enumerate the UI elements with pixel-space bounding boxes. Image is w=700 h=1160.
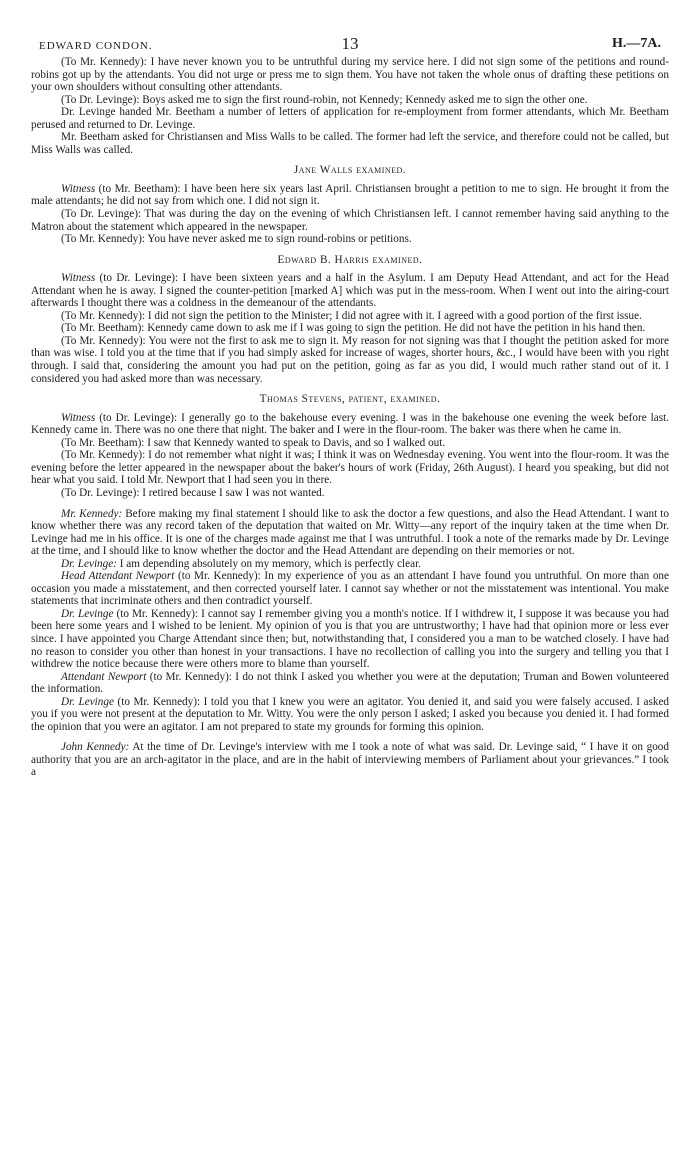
witness-heading: Jane Walls examined.: [293, 164, 407, 177]
paragraph-text: (To Dr. Levinge): Boys asked me to sign the first round-robin, not Kennedy; Kennedy asked me to sign the other one.: [61, 93, 588, 106]
document-code: H.—7A.: [612, 36, 661, 51]
paragraph: [31, 183, 669, 208]
speaker-label: John Kennedy:: [61, 741, 130, 754]
paragraph: [31, 94, 669, 107]
speaker-label: Witness: [61, 272, 96, 285]
paragraph-text: (to Mr. Kennedy): I cannot say I remember giving you a month's notice. If I withdrew it, I suppose it was because you had been here some years and I wished to be lenient. My opinion of you is that you are untrustworthy; I have had that opinion more or less ever since. I have appointed you Charge Attendant since then; but, notwithstanding that, I considered you a man to be watched closely. I have had no reason to consider you other than honest in your transactions. I have no recollection of calling you into the surgery and telling you that I withdrew the notice because there were others more to blame than yourself.: [31, 607, 669, 671]
speaker-label: Dr. Levinge:: [61, 557, 117, 570]
paragraph: [31, 412, 669, 437]
paragraph: [31, 449, 669, 487]
speaker-label: Witness: [61, 182, 96, 195]
section-gap: [31, 733, 669, 741]
paragraph-text: (To Mr. Kennedy): I do not remember what night it was; I think it was on Wednesday evening. You went into the flour-room. It was the evening before the letter appeared in the newspaper about the baker's hours of work (Friday, 26th August). I heard you speaking, but did not hear what you said. I told Mr. Newport that I had seen you in there.: [31, 449, 669, 487]
speaker-label: Mr. Kennedy:: [61, 507, 123, 520]
paragraph: [31, 131, 669, 156]
speaker-label: Witness: [61, 411, 96, 424]
speaker-label: Dr. Levinge: [61, 607, 114, 620]
paragraph-text: (to Dr. Levinge): I have been sixteen years and a half in the Asylum. I am Deputy Head Attendant, and act for the Head Attendant when he is away. I signed the counter-petition [marked A] which was put in the mess-room. When I went out into the airing-court afterwards I thought there was a coldness in the demeanour of the attendants.: [31, 272, 669, 310]
paragraph: [31, 335, 669, 385]
paragraph: [31, 233, 669, 246]
paragraph: [31, 741, 669, 779]
paragraph: [31, 208, 669, 233]
paragraph-text: (to Mr. Kennedy): I told you that I knew you were an agitator. You denied it, and said you were falsely accused. I asked you if you were not present at the deputation to Mr. Witty. You were the only person I asked; I asked you because you denied it. I had formed the opinion that you were an agitator. I am not prepared to state my grounds for forming this opinion.: [31, 695, 669, 733]
paragraph-text: (To Mr. Kennedy): You have never asked me to sign round-robins or petitions.: [61, 233, 412, 246]
paragraph: [31, 671, 669, 696]
paragraph: [31, 696, 669, 734]
speaker-label: Attendant Newport: [61, 670, 147, 683]
paragraph: [31, 437, 669, 450]
paragraph-text: (To Mr. Kennedy): I did not sign the petition to the Minister; I did not agree with it. I agreed with a good portion of the first issue.: [61, 309, 642, 322]
witness-heading: Thomas Stevens, patient, examined.: [259, 393, 441, 406]
paragraph-text: At the time of Dr. Levinge's interview with me I took a note of what was said. Dr. Levinge said, “ I have it on good authority that you are an arch-agitator in the place, and are in the habit of interviewing members of Parliament about your grievances.” I took a: [31, 741, 669, 779]
paragraph-text: Before making my final statement I should like to ask the doctor a few questions, and also the Head Attendant. I want to know whether there was any record taken of the deputation that waited on Mr. Witty—any report of the inquiry taken at the time when Dr. Levinge had me in his office. It is one of the charges made against me that I was untruthful. I took a note of the remarks made by Dr. Levinge at the time, and I should like to know whether the doctor and the Head Attendant are depending on their memories or not.: [31, 507, 669, 558]
paragraph-text: (To Dr. Levinge): That was during the day on the evening of which Christiansen left. I cannot remember having said anything to the Matron about the statement which appeared in the newspaper.: [31, 208, 669, 233]
page-header: [31, 34, 669, 56]
paragraph: [31, 310, 669, 323]
paragraph: [31, 106, 669, 131]
body-text: [31, 56, 669, 779]
running-head-left: EDWARD CONDON.: [39, 40, 153, 52]
witness-heading: Edward B. Harris examined.: [277, 253, 423, 266]
paragraph: [31, 322, 669, 335]
paragraph-text: Mr. Beetham asked for Christiansen and Miss Walls to be called. The former had left the service, and therefore could not be called, but Miss Walls was called.: [31, 131, 669, 156]
paragraph-text: (To Mr. Beetham): Kennedy came down to ask me if I was going to sign the petition. He did not have the petition in his hand then.: [61, 322, 646, 335]
paragraph-text: (to Dr. Levinge): I generally go to the bakehouse every evening. I was in the bakehouse one evening the week before last. Kennedy came in. There was no one there that night. The baker and I were in the flour-room. The baker was there when he came in.: [31, 411, 669, 437]
paragraph-text: (to Mr. Kennedy): I do not think I asked you whether you were at the deputation; Truman and Bowen volunteered the information.: [31, 670, 670, 696]
paragraph-text: Dr. Levinge handed Mr. Beetham a number of letters of application for re-employment from former attendants, which Mr. Beetham perused and returned to Dr. Levinge.: [31, 106, 669, 131]
paragraph: [31, 570, 669, 608]
paragraph: [31, 272, 669, 310]
paragraph-text: (To Mr. Beetham): I saw that Kennedy wanted to speak to Davis, and so I walked out.: [61, 436, 446, 449]
paragraph: [31, 487, 669, 500]
page-number: 13: [341, 34, 359, 53]
paragraph: [31, 558, 669, 571]
paragraph-text: (To Dr. Levinge): I retired because I saw I was not wanted.: [61, 486, 325, 499]
paragraph-text: (to Mr. Kennedy): In my experience of you as an attendant I have found you untruthful. On more than one occasion you made a misstatement, and then corrected yourself later. I cannot say whether or not the misstatement was intentional. You make statements that incriminate others and then contradict yourself.: [31, 570, 669, 608]
speaker-label: Dr. Levinge: [61, 695, 114, 708]
paragraph: [31, 56, 669, 94]
speaker-label: Head Attendant Newport: [61, 570, 175, 583]
paragraph-text: (To Mr. Kennedy): I have never known you to be untruthful during my service here. I did not sign some of the petitions and round-robins got up by the attendants. You did not urge or press me to sign them. You have not taken the whole onus of drafting these petitions on your own shoulders without consulting other attendants.: [31, 56, 669, 94]
paragraph-text: I am depending absolutely on my memory, which is perfectly clear.: [116, 557, 421, 570]
paragraph-text: (to Mr. Beetham): I have been here six years last April. Christiansen brought a petition to me to sign. He brought it from the male attendants; he did not say from which one. I did not sign it.: [31, 182, 669, 208]
paragraph-text: (To Mr. Kennedy): You were not the first to ask me to sign it. My reason for not signing was that I thought the petition asked for more than was wise. I told you at the time that if you had simply asked for increase of wages, shorter hours, &c., I would have been with you right through. I said that, considering the amount you had put on the petition, going as far as you did, I would much rather stand out of it. I considered you had asked more than was necessary.: [31, 334, 669, 385]
paragraph: [31, 608, 669, 671]
paragraph: [31, 508, 669, 558]
section-gap: [31, 500, 669, 508]
